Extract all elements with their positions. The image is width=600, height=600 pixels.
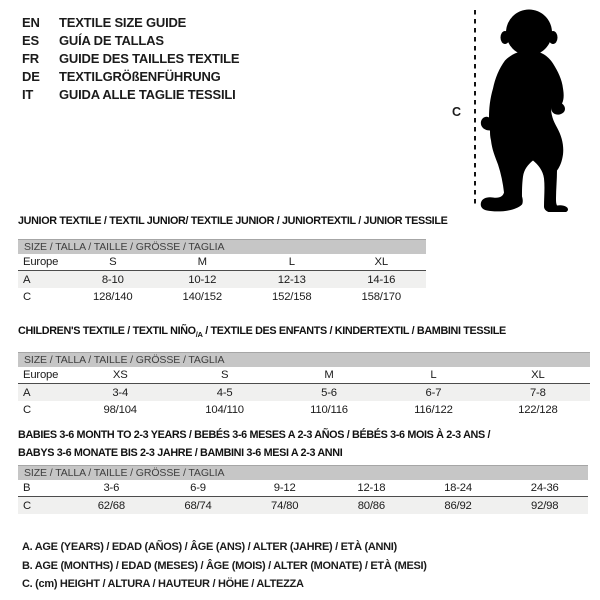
- language-code: DE: [22, 69, 40, 84]
- size-cell: 7-8: [529, 386, 546, 399]
- size-cell: L: [288, 256, 295, 268]
- size-cell: L: [430, 369, 437, 382]
- size-cell: S: [220, 369, 229, 382]
- language-row: [22, 86, 239, 104]
- row-label: C: [23, 499, 31, 512]
- language-code: FR: [22, 51, 39, 66]
- size-cell: 92/98: [531, 499, 559, 512]
- size-cell: 6-7: [425, 386, 442, 399]
- table-body: [18, 480, 588, 514]
- size-cell: 4-5: [216, 386, 233, 399]
- size-cell: 14-16: [367, 273, 396, 286]
- language-label: GUÍA DE TALLAS: [59, 33, 164, 48]
- junior-textile-table: [18, 212, 448, 305]
- size-cell: 152/158: [272, 290, 312, 303]
- size-cell: XL: [374, 256, 388, 268]
- size-cell: 158/170: [361, 290, 401, 303]
- table-row: [18, 254, 426, 271]
- size-header-band: [18, 352, 590, 367]
- size-cell: 8-10: [101, 273, 124, 286]
- table-row: [18, 271, 426, 288]
- title-text: / TEXTILE DES ENFANTS / KINDERTEXTIL / BAMBINI TESSILE: [202, 325, 506, 337]
- language-label: GUIDA ALLE TAGLIE TESSILI: [59, 87, 236, 102]
- size-cell: 12-18: [357, 482, 386, 494]
- size-cell: 128/140: [93, 290, 133, 303]
- size-cell: XL: [531, 369, 545, 382]
- title-text: CHILDREN'S TEXTILE / TEXTIL NIÑO: [18, 325, 196, 337]
- size-cell: 24-36: [530, 482, 559, 494]
- size-cell: 110/116: [310, 403, 348, 416]
- size-header-band: [18, 239, 426, 254]
- size-cell: 6-9: [190, 482, 206, 494]
- size-header-label: SIZE / TALLA / TAILLE / GRÖSSE / TAGLIA: [24, 354, 225, 367]
- size-header-label: SIZE / TALLA / TAILLE / GRÖSSE / TAGLIA: [24, 241, 225, 253]
- table: [18, 239, 426, 305]
- table-title-line: [18, 444, 588, 462]
- size-cell: 3-6: [103, 482, 120, 494]
- table-row: [18, 384, 590, 401]
- title-text: BABIES 3-6 MONTH TO 2-3 YEARS / BEBÉS 3-6 MESES A 2-3 AÑOS / BÉBÉS 3-6 MOIS À 2-3 ANS /: [18, 429, 491, 441]
- babies-textile-table: [18, 426, 588, 514]
- table-title-line: [18, 322, 590, 344]
- footnote-line: C. (cm) HEIGHT / ALTURA / HAUTEUR / HÖHE / ALTEZZA: [22, 578, 304, 591]
- size-header-band: [18, 465, 588, 480]
- table-body: [18, 367, 590, 418]
- height-measure-line: [474, 10, 476, 206]
- footnote-line: A. AGE (YEARS) / EDAD (AÑOS) / ÂGE (ANS) / ALTER (JAHRE) / ETÀ (ANNI): [22, 541, 397, 553]
- size-cell: 12-13: [277, 273, 306, 286]
- language-row: [22, 32, 239, 50]
- row-label: B: [23, 482, 31, 494]
- table-row: [18, 497, 588, 514]
- language-row: [22, 50, 239, 68]
- table-row: [18, 288, 426, 305]
- row-label: Europe: [23, 369, 59, 382]
- size-cell: M: [324, 369, 334, 382]
- language-label: GUIDE DES TAILLES TEXTILE: [59, 51, 240, 66]
- language-code: EN: [22, 15, 40, 30]
- row-label: C: [23, 403, 31, 416]
- size-cell: 74/80: [271, 499, 299, 512]
- figure-measure-label: C: [452, 105, 462, 119]
- table-title: [18, 322, 590, 344]
- size-cell: 9-12: [273, 482, 296, 494]
- language-list: [22, 14, 239, 104]
- childrens-textile-table: [18, 322, 590, 418]
- size-cell: 122/128: [518, 403, 558, 416]
- size-cell: 3-4: [112, 386, 129, 399]
- table: [18, 465, 588, 514]
- title-subscript: /A: [195, 330, 203, 340]
- row-label: A: [23, 386, 31, 399]
- title-text: JUNIOR TEXTILE / TEXTIL JUNIOR/ TEXTILE JUNIOR / JUNIORTEXTIL / JUNIOR TESSILE: [18, 215, 448, 227]
- row-label: C: [23, 290, 31, 303]
- table-title: [18, 212, 448, 230]
- size-header-label: SIZE / TALLA / TAILLE / GRÖSSE / TAGLIA: [24, 467, 225, 479]
- size-cell: 86/92: [444, 499, 472, 512]
- size-cell: M: [197, 256, 207, 268]
- table-title: [18, 426, 588, 462]
- language-label: TEXTILGRÖßENFÜHRUNG: [59, 69, 221, 84]
- title-text: BABYS 3-6 MONATE BIS 2-3 JAHRE / BAMBINI 3-6 MESI A 2-3 ANNI: [18, 447, 343, 459]
- size-cell: 80/86: [357, 499, 385, 512]
- table: [18, 352, 590, 418]
- language-row: [22, 68, 239, 86]
- size-cell: 5-6: [321, 386, 337, 399]
- size-cell: 104/110: [205, 403, 244, 416]
- footnotes: [22, 538, 427, 594]
- row-label: Europe: [23, 256, 59, 268]
- table-row: [18, 480, 588, 497]
- size-cell: 18-24: [444, 482, 472, 494]
- footnote-line: B. AGE (MONTHS) / EDAD (MESES) / ÂGE (MOIS) / ALTER (MONATE) / ETÀ (MESI): [22, 559, 427, 572]
- size-cell: 116/122: [414, 403, 453, 416]
- size-cell: 140/152: [182, 290, 222, 303]
- language-code: ES: [22, 33, 39, 48]
- size-cell: XS: [112, 369, 128, 382]
- toddler-silhouette-image: [477, 6, 577, 212]
- size-cell: 62/68: [97, 499, 125, 512]
- language-label: TEXTILE SIZE GUIDE: [59, 15, 187, 30]
- table-row: [18, 367, 590, 384]
- table-row: [18, 401, 590, 418]
- size-cell: 98/104: [103, 403, 137, 416]
- size-cell: 10-12: [188, 273, 217, 286]
- size-cell: S: [109, 256, 117, 268]
- table-title-line: [18, 212, 448, 230]
- language-row: [22, 14, 239, 32]
- table-body: [18, 254, 426, 305]
- row-label: A: [23, 273, 31, 286]
- table-title-line: [18, 426, 588, 444]
- size-cell: 68/74: [184, 499, 212, 512]
- language-code: IT: [22, 87, 34, 102]
